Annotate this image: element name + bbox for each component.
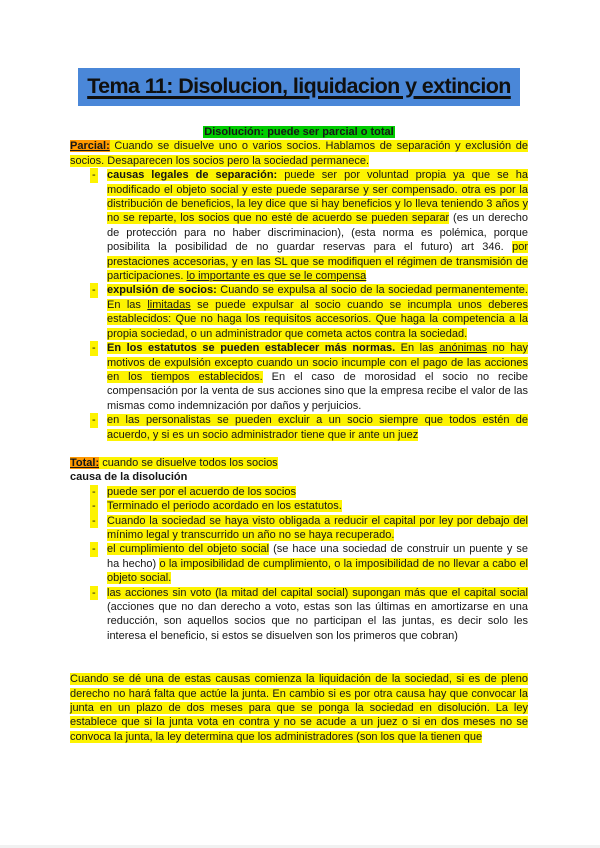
expulsion-highlight-run (107, 284, 528, 339)
bullet-objeto-social (70, 542, 528, 585)
estatutos-plain-note: En el caso de morosidad el socio no recibe compensación por la venta de sus acciones sino que la empresa recibe el valor de las mismas como indemnización por daños y perjuicios. (107, 370, 529, 412)
bullet-marker: - (92, 169, 96, 182)
estatutos-lead: En los estatutos se pueden establecer más normas. (107, 342, 396, 355)
bullet-marker: - (92, 414, 96, 427)
parcial-label: Parcial: (70, 140, 110, 153)
periodo-text: Terminado el periodo acordado en los estatutos. (107, 500, 342, 513)
bullet-marker: - (92, 514, 96, 527)
title-block (70, 68, 528, 106)
causas-underlined: lo importante es que se le compensa (186, 270, 367, 283)
acciones-plain-note: (acciones que no dan derecho a voto, estas son las últimas en amortizarse en una reducción, son aquellos socios que no participan el las juntas, es decir solo les interesa el beneficio, si estos se disuelven son los primeros que cobran) (107, 601, 528, 642)
document-content (70, 68, 528, 744)
paragraph-closing (70, 672, 528, 744)
causas-plain-note: (es un derecho de protección para no haber discriminacion), (esta norma es polémica, porque posibilita la posibilidad de no guardar reservas para el futuro) art 346. (107, 212, 528, 254)
parcial-intro (70, 140, 528, 166)
heading-causa-disolucion: causa de la disolución (70, 471, 188, 484)
bullet-marker: - (92, 284, 96, 297)
page-title: Tema 11: Disolucion, liquidacion y extincion (78, 68, 520, 106)
total-intro (99, 457, 278, 469)
total-intro-text: cuando se disuelve todos los socios (102, 456, 278, 469)
total-label: Total: (70, 456, 100, 469)
objeto-highlight-1: el cumplimiento del objeto social (107, 543, 270, 556)
personalistas-text: en las personalistas se pueden excluir a un socio siempre que todos estén de acuerdo, y si es un socio administrador tiene que ir ante un juez (107, 414, 528, 441)
bullet-causas-legales (70, 168, 528, 283)
expulsion-body-2: se puede expulsar al socio cuando se incumpla unos deberes establecidos: Que no haga los requisitos accesorios. Que haga la competencia a la propia sociedad, o un administrador que cometa actos contra la sociedad. (107, 298, 529, 340)
bullet-marker: - (92, 485, 96, 498)
estatutos-body-2: no hay motivos de expulsión excepto cuando un socio incumple con el pago de las acciones en los tiempos establecidos. (107, 342, 528, 383)
bullet-marker: - (92, 586, 96, 599)
bullet-marker: - (92, 543, 96, 556)
causas-body-1: puede ser por voluntad propia ya que se ha modificado el objeto social y este puede separarse y ser compensado. otra es por la distribución de beneficios, la ley dice que si hay beneficios y lo lleva teniendo 3 años y no se reparte, los socios que no esté de acuerdo se pueden separar (107, 169, 528, 225)
estatutos-underlined: anónimas (439, 342, 487, 355)
objeto-highlight-2: o la imposibilidad de cumplimiento, o la imposibilidad de no llevar a cabo el objeto social. (107, 557, 528, 585)
objeto-plain-note: (se hace una sociedad de construir un puente y se ha hecho) (107, 543, 528, 570)
causas-body-2: por prestaciones accesorias, y en las SL que se modifiquen el régimen de transmisión de participaciones. (107, 241, 528, 283)
paragraph-parcial (70, 139, 528, 168)
subtitle-block (70, 125, 528, 139)
bullet-estatutos-normas (70, 341, 528, 413)
expulsion-body-1: Cuando se expulsa al socio de la sociedad permanentemente. En las (107, 284, 528, 311)
expulsion-lead: expulsión de socios: (107, 284, 217, 297)
bullet-marker: - (92, 342, 96, 355)
acciones-highlight: las acciones sin voto (la mitad del capital social) supongan más que el capital social (107, 586, 528, 599)
estatutos-body-1: En las (400, 342, 434, 355)
expulsion-underlined: limitadas (147, 298, 191, 311)
causas-lead: causas legales de separación: (107, 169, 278, 182)
closing-text: Cuando se dé una de estas causas comienza la liquidación de la sociedad, si es de pleno derecho no hará falta que actúe la junta. En cambio si es por otra causa hay que convocar la junta en un plazo de dos meses para que se ponga la sociedad en disolución. La ley establece que si la junta vota en contra y no se acude a un juez o si en dos meses no se convoca la junta, la ley determina que los administradores (son los que la tienen que (70, 673, 528, 743)
capital-text: Cuando la sociedad se haya visto obligada a reducir el capital por ley por debajo del mínimo legal y transcurrido un año no se haya recuperado. (107, 514, 528, 541)
bullet-acciones-sin-voto (70, 586, 528, 644)
bullet-acuerdo-socios (70, 485, 528, 499)
section-subtitle: Disolución: puede ser parcial o total (204, 126, 394, 138)
bullet-marker: - (92, 500, 96, 513)
paragraph-total (70, 456, 528, 470)
acuerdo-text: puede ser por el acuerdo de los socios (107, 485, 296, 498)
parcial-intro-text: Cuando se disuelve uno o varios socios. Hablamos de separación y exclusión de socios. Desaparecen los socios pero la sociedad permanece. (70, 140, 528, 167)
bullet-reduccion-capital (70, 514, 528, 543)
bullet-periodo-estatutos (70, 499, 528, 513)
bullet-personalistas (70, 413, 528, 442)
bullet-expulsion-socios (70, 283, 528, 341)
